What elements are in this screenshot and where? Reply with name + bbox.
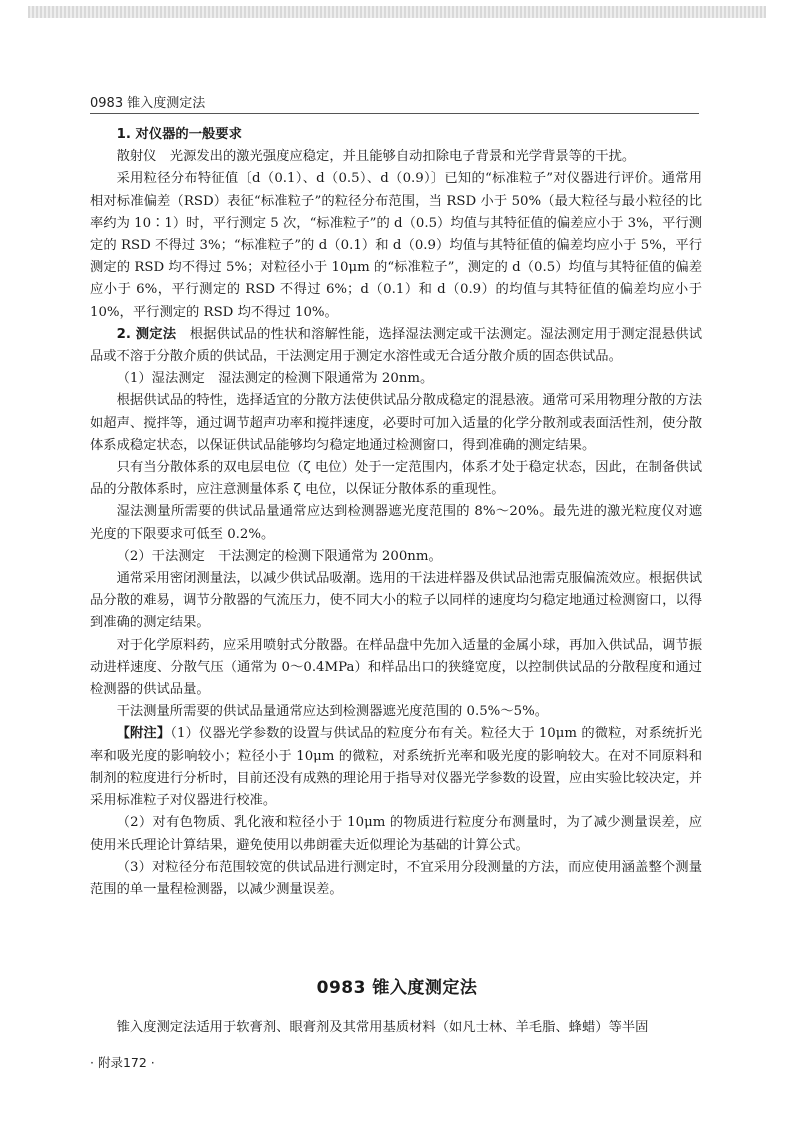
paragraph: 只有当分散体系的双电层电位（ζ 电位）处于一定范围内，体系才处于稳定状态，因此，在制备供试品的分散体系时，应注意测量体系 ζ 电位，以保证分散体系的重现性。 [90,460,702,498]
section-2-heading: 2. 测定法 [116,326,177,342]
header-rule [90,113,699,114]
page-number: · 附录172 · [90,1055,155,1070]
note-paragraph-2: （2）对有色物质、乳化液和粒径小于 10μm 的物质进行粒度分布测量时，为了减少测量误差，应使用米氏理论计算结果，避免使用以弗朗霍夫近似理论为基础的计算公式。 [90,815,702,853]
paragraph: 采用粒径分布特征值〔d（0.1）、d（0.5）、d（0.9）〕已知的“标准粒子”对仪器进行评价。通常用相对标准偏差（RSD）表征“标准粒子”的粒径分布范围，当 RSD 小于 50%（最大粒径与最小粒径的比率约为 10∶1）时，平行测定 5 次，“标准粒子”的 d（0.5）均值与其特征值的偏差应小于 3%，平行测定的 RSD 不得过 3%；“标准粒子”的 d（0.1）和 d（0.9）均值与其特征值的偏差均应小于 5%，平行测定的 RSD 均不得过 5%；对粒径小于 10μm 的“标准粒子”，测定的 d（0.5）均值与其特征值的偏差应小于 6%，平行测定的 RSD 不得过 6%；d（0.1）和 d（0.9）的均值与其特征值的偏差均应小于 10%，平行测定的 RSD 均不得过 10%。 [90,171,702,320]
wet-method-title: （1）湿法测定 湿法测定的检测下限通常为 20nm。 [116,371,434,387]
section-1-heading: 1. 对仪器的一般要求 [116,127,242,142]
body-text [90,124,702,901]
note-paragraph-1: 【附注】（1）仪器光学参数的设置与供试品的粒度分布有关。粒径大于 10μm 的微粒，对系统折光率和吸光度的影响较小；粒径小于 10μm 的微粒，对系统折光率和吸光度的影响较大。在对不同原料和制剂的粒度进行分析时，目前还没有成熟的理论用于指导对仪器光学参数的设置，应由实验比较决定，并采用标准粒子对仪器进行校准。 [90,726,703,809]
note-label: 【附注】 [116,726,171,742]
dry-method-title: （2）干法测定 干法测定的检测下限通常为 200nm。 [116,548,442,564]
section-2-paragraph: 2. 测定法 根据供试品的性状和溶解性能，选择湿法测定或干法测定。湿法测定用于测定混悬供试品或不溶于分散介质的供试品，干法测定用于测定水溶性或无合适分散介质的固态供试品。 [90,326,703,365]
note-paragraph-3: （3）对粒径分布范围较宽的供试品进行测定时，不宜采用分段测量的方法，而应使用涵盖整个测量范围的单一量程检测器，以减少测量误差。 [90,859,702,897]
paragraph: 干法测量所需要的供试品量通常应达到检测器遮光度范围的 0.5%～5%。 [116,704,549,720]
section-intro: 锥入度测定法适用于软膏剂、眼膏剂及其常用基质材料（如凡士林、羊毛脂、蜂蜡）等半固 [116,1020,649,1035]
paragraph: 对于化学原料药，应采用喷射式分散器。在样品盘中先加入适量的金属小球，再加入供试品，调节振动进样速度、分散气压（通常为 0～0.4MPa）和样品出口的狭缝宽度，以控制供试品的分散程度和通过检测器的供试品量。 [90,637,702,698]
paragraph: 散射仪 光源发出的激光强度应稳定，并且能够自动扣除电子背景和光学背景等的干扰。 [116,149,636,165]
paragraph: 通常采用密闭测量法，以减少供试品吸潮。选用的干法进样器及供试品池需克服偏流效应。根据供试品分散的难易，调节分散器的气流压力，使不同大小的粒子以同样的速度均匀稳定地通过检测窗口，以得到准确的测定结果。 [90,571,702,631]
section-title: 0983 锥入度测定法 [316,978,478,998]
running-head: 0983 锥入度测定法 [90,96,206,111]
paragraph: 根据供试品的特性，选择适宜的分散方法使供试品分散成稳定的混悬液。通常可采用物理分散的方法如超声、搅拌等，通过调节超声功率和搅拌速度，必要时可加入适量的化学分散剂或表面活性剂，使分散体系成稳定状态，以保证供试品能够均匀稳定地通过检测窗口，得到准确的测定结果。 [90,393,702,453]
scan-edge-strip [28,6,766,18]
paragraph: 湿法测量所需要的供试品量通常应达到检测器遮光度范围的 8%～20%。最先进的激光粒度仪对遮光度的下限要求可低至 0.2%。 [90,504,702,542]
